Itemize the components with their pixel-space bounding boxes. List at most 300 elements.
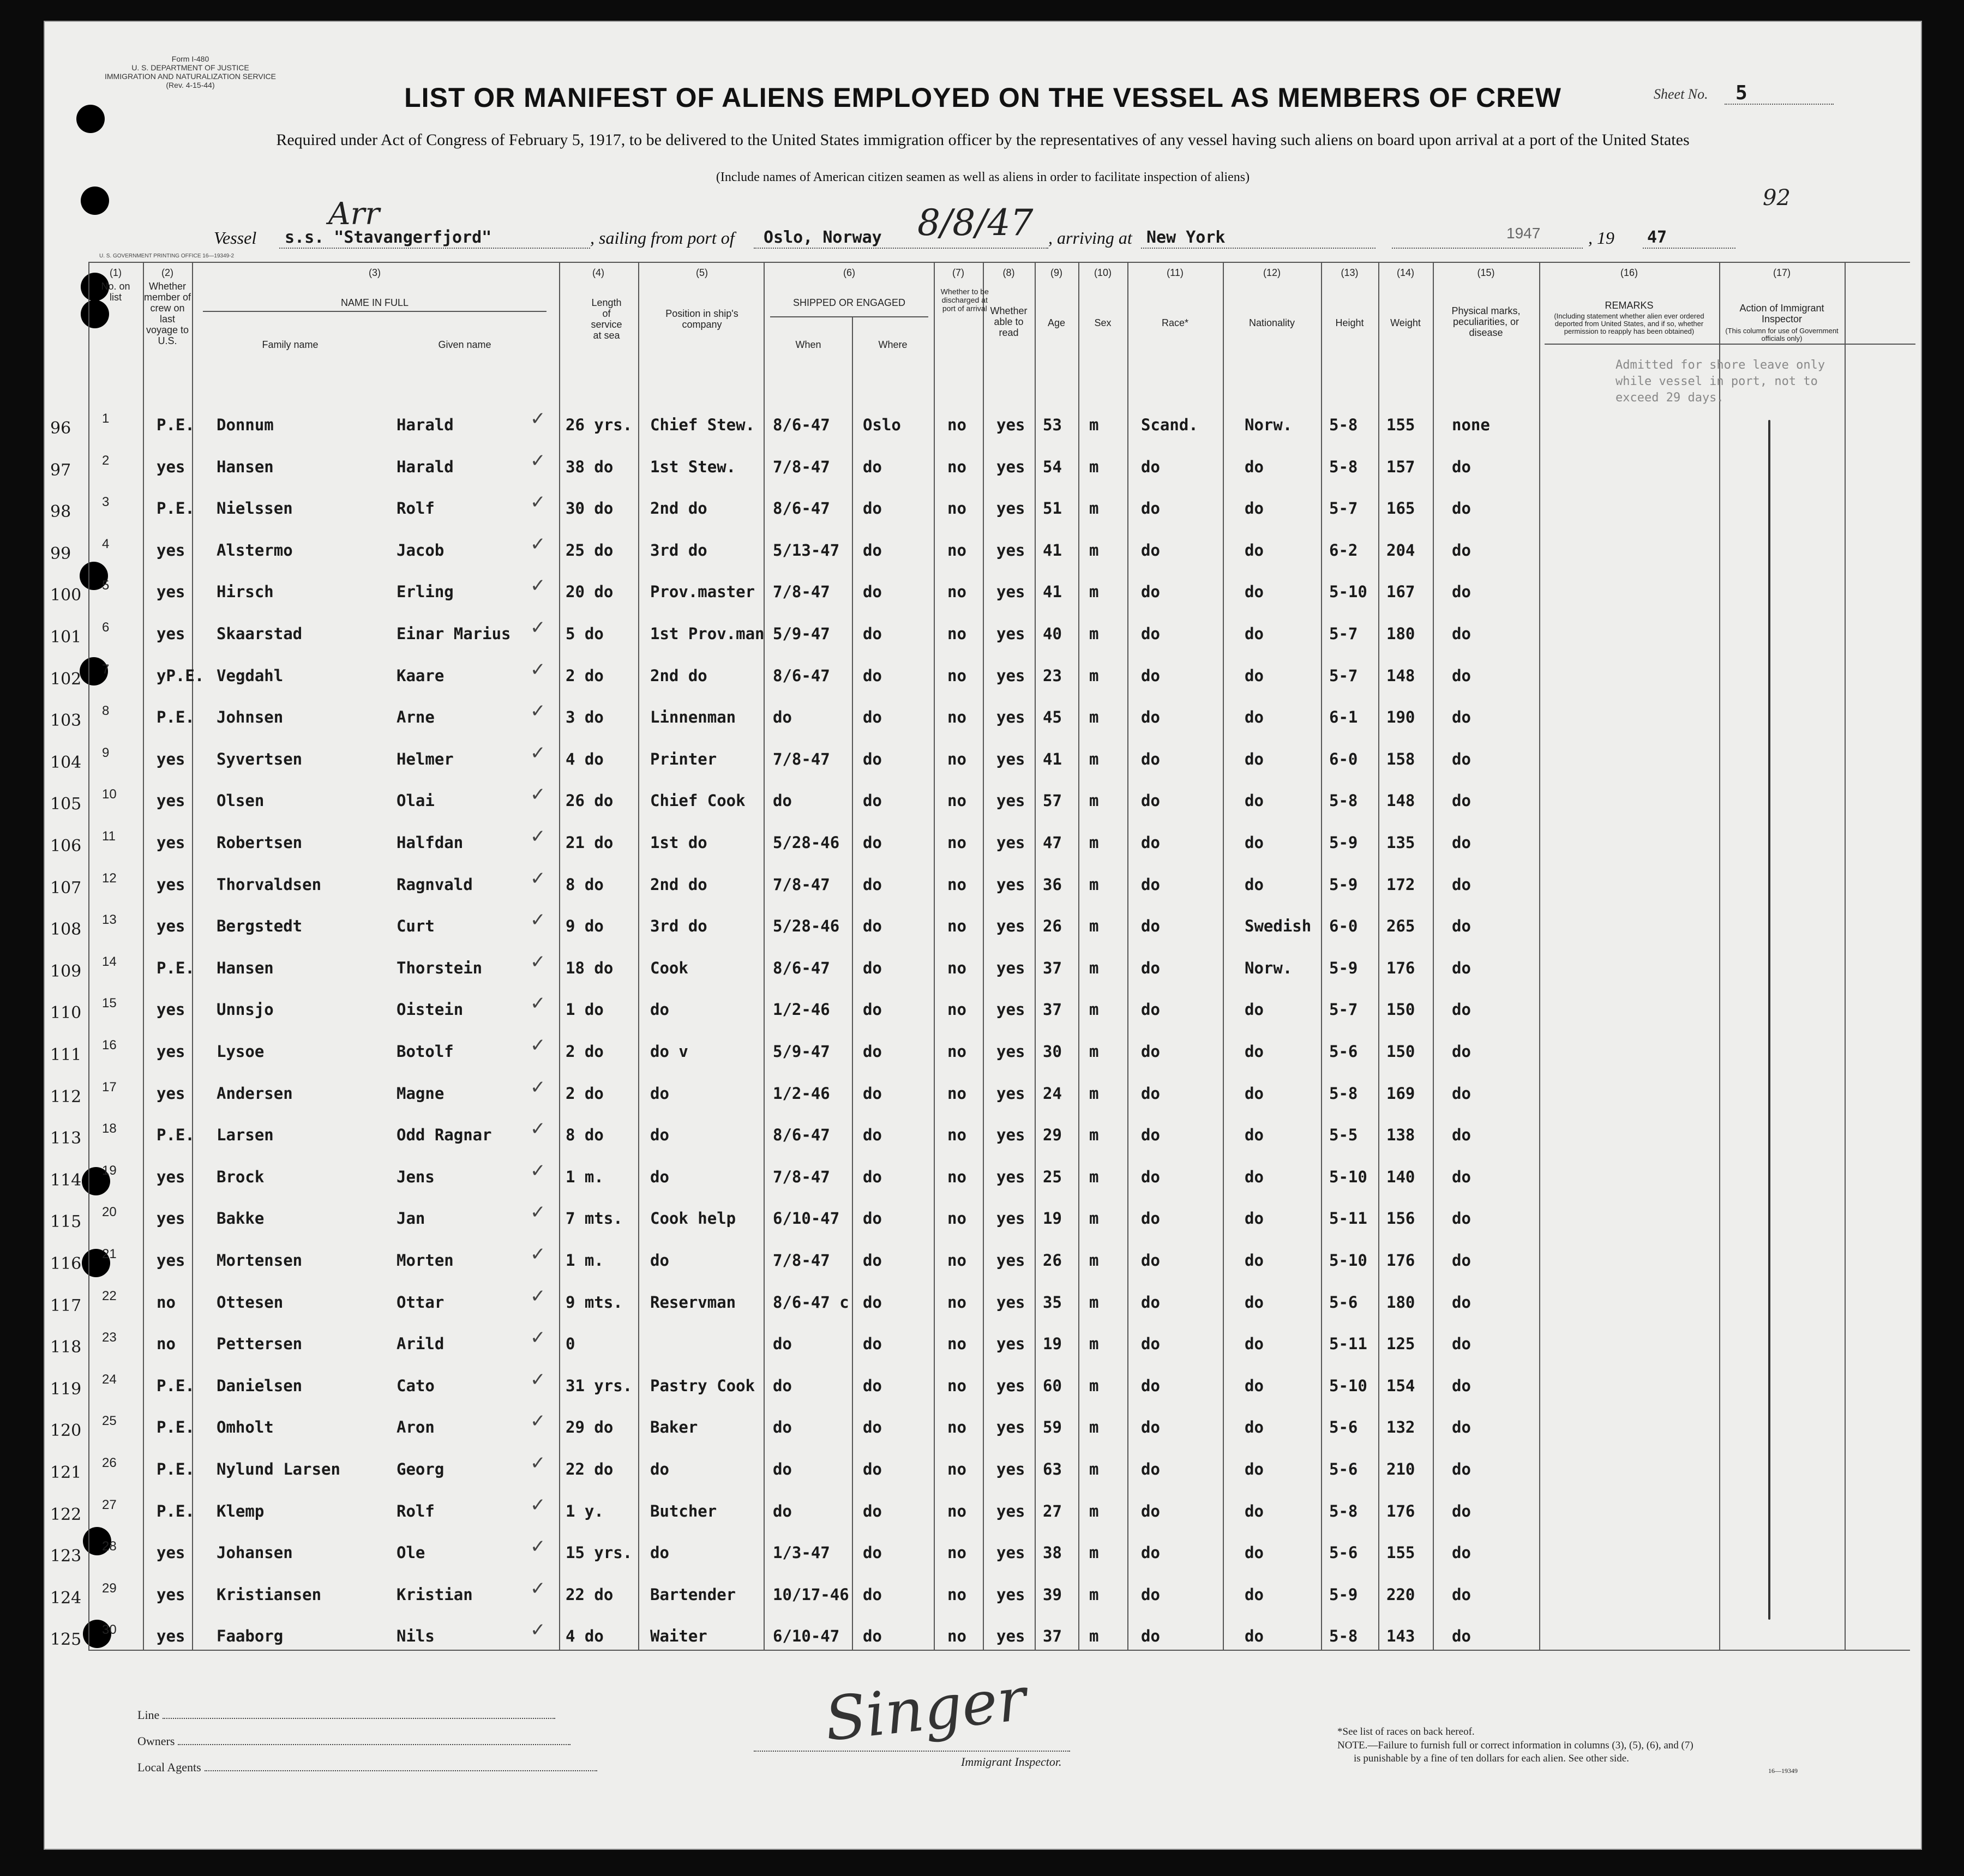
row-marks: do <box>1452 833 1471 852</box>
ledger-line-number: 111 <box>50 1045 82 1065</box>
row-family: Olsen <box>217 791 265 810</box>
row-read: yes <box>996 666 1025 685</box>
row-position: do <box>650 1084 669 1103</box>
row-disch: no <box>947 1418 966 1436</box>
row-race: do <box>1141 1251 1160 1270</box>
check-mark-icon: ✓ <box>530 1243 546 1265</box>
row-age: 29 <box>1043 1126 1062 1144</box>
row-given: Jan <box>397 1209 425 1228</box>
row-marks: do <box>1452 1293 1471 1312</box>
ledger-line-number: 99 <box>50 544 71 563</box>
row-nat: do <box>1245 458 1264 476</box>
row-age: 40 <box>1043 624 1062 643</box>
row-where: do <box>863 1168 882 1186</box>
row-race: do <box>1141 1209 1160 1228</box>
row-weight: 165 <box>1386 499 1415 518</box>
row-disch: no <box>947 1000 966 1019</box>
row-no: 30 <box>102 1622 117 1637</box>
row-nat: do <box>1245 750 1264 768</box>
remark-line: Admitted for shore leave only <box>1615 358 1825 372</box>
row-where: do <box>863 1502 882 1520</box>
row-family: Hansen <box>217 458 274 476</box>
row-when: do <box>773 708 792 726</box>
row-height: 5-6 <box>1329 1042 1358 1061</box>
row-where: do <box>863 458 882 476</box>
row-member: yes <box>157 624 185 643</box>
row-height: 5-7 <box>1329 1000 1358 1019</box>
row-read: yes <box>996 917 1025 935</box>
col-17-subheader: (This column for use of Government officials only) <box>1725 327 1839 342</box>
row-given: Arild <box>397 1334 445 1353</box>
row-sex: m <box>1089 917 1099 935</box>
row-position: do <box>650 1126 669 1144</box>
row-nat: do <box>1245 499 1264 518</box>
row-position: 1st do <box>650 833 707 852</box>
check-mark-icon: ✓ <box>530 659 546 681</box>
row-given: Harald <box>397 458 454 476</box>
check-mark-icon: ✓ <box>530 491 546 513</box>
check-mark-icon: ✓ <box>530 1578 546 1600</box>
row-age: 51 <box>1043 499 1062 518</box>
row-age: 23 <box>1043 666 1062 685</box>
row-age: 41 <box>1043 750 1062 768</box>
row-sex: m <box>1089 1376 1099 1395</box>
row-marks: do <box>1452 1460 1471 1478</box>
col-16-header: REMARKS <box>1605 300 1654 311</box>
row-race: do <box>1141 1334 1160 1353</box>
row-position: Prov.master <box>650 582 755 601</box>
row-service: 18 do <box>566 959 614 977</box>
check-mark-icon: ✓ <box>530 1327 546 1349</box>
check-mark-icon: ✓ <box>530 1118 546 1140</box>
row-where: do <box>863 1251 882 1270</box>
row-where: do <box>863 959 882 977</box>
row-age: 63 <box>1043 1460 1062 1478</box>
row-given: Ragnvald <box>397 875 473 894</box>
form-number: Form I-480 <box>171 55 209 63</box>
row-height: 5-8 <box>1329 1627 1358 1645</box>
row-age: 26 <box>1043 917 1062 935</box>
row-age: 36 <box>1043 875 1062 894</box>
row-where: do <box>863 1376 882 1395</box>
row-sex: m <box>1089 1251 1099 1270</box>
row-no: 18 <box>102 1121 117 1136</box>
arriving-label: , arriving at <box>1048 228 1132 248</box>
row-nat: do <box>1245 833 1264 852</box>
row-service: 2 do <box>566 666 604 685</box>
row-when: 7/8-47 <box>773 875 830 894</box>
row-disch: no <box>947 791 966 810</box>
row-age: 19 <box>1043 1209 1062 1228</box>
row-position: do <box>650 1543 669 1562</box>
row-height: 5-8 <box>1329 458 1358 476</box>
row-position: Cook <box>650 959 688 977</box>
row-no: 28 <box>102 1539 117 1554</box>
penalty-note: NOTE.—Failure to furnish full or correct information in columns (3), (5), (6), and (7) <box>1337 1740 1693 1751</box>
row-given: Jens <box>397 1168 435 1186</box>
agents-label: Local Agents <box>137 1760 201 1774</box>
check-mark-icon: ✓ <box>530 450 546 472</box>
row-member: yes <box>157 582 185 601</box>
row-position: Reservman <box>650 1293 736 1312</box>
row-position: Butcher <box>650 1502 717 1520</box>
row-when: 6/10-47 <box>773 1627 840 1645</box>
row-member: yes <box>157 750 185 768</box>
check-mark-icon: ✓ <box>530 1201 546 1223</box>
row-weight: 157 <box>1386 458 1415 476</box>
col-7-number: (7) <box>952 267 964 278</box>
check-mark-icon: ✓ <box>530 993 546 1014</box>
row-no: 29 <box>102 1581 117 1596</box>
row-sex: m <box>1089 582 1099 601</box>
ledger-line-number: 115 <box>50 1212 82 1231</box>
row-position: Cook help <box>650 1209 736 1228</box>
row-read: yes <box>996 959 1025 977</box>
row-marks: do <box>1452 791 1471 810</box>
row-position: Linnenman <box>650 708 736 726</box>
row-race: do <box>1141 582 1160 601</box>
row-when: 8/6-47 c <box>773 1293 849 1312</box>
printing-office-code: U. S. GOVERNMENT PRINTING OFFICE 16—19349-2 <box>99 253 235 259</box>
row-given: Kaare <box>397 666 445 685</box>
col-5-header: Position in ship's company <box>665 308 738 330</box>
col-13-number: (13) <box>1341 267 1359 278</box>
check-mark-icon: ✓ <box>530 951 546 973</box>
row-nat: do <box>1245 1543 1264 1562</box>
row-family: Unnsjo <box>217 1000 274 1019</box>
row-weight: 180 <box>1386 624 1415 643</box>
ledger-line-number: 122 <box>50 1505 82 1524</box>
row-family: Johnsen <box>217 708 284 726</box>
check-mark-icon: ✓ <box>530 700 546 722</box>
row-sex: m <box>1089 666 1099 685</box>
row-marks: do <box>1452 875 1471 894</box>
row-read: yes <box>996 541 1025 560</box>
row-disch: no <box>947 1293 966 1312</box>
row-weight: 150 <box>1386 1000 1415 1019</box>
col-1-header: No. on list <box>101 281 130 303</box>
ledger-line-number: 109 <box>50 962 82 981</box>
col-14-header: Weight <box>1390 317 1421 328</box>
row-family: Danielsen <box>217 1376 303 1395</box>
row-read: yes <box>996 1042 1025 1061</box>
row-position: Waiter <box>650 1627 707 1645</box>
row-where: do <box>863 791 882 810</box>
col-9-number: (9) <box>1050 267 1062 278</box>
ledger-line-number: 121 <box>50 1463 82 1482</box>
row-height: 5-8 <box>1329 791 1358 810</box>
row-position: do <box>650 1000 669 1019</box>
shipped-when-header: When <box>795 339 821 350</box>
row-height: 6-1 <box>1329 708 1358 726</box>
row-height: 5-11 <box>1329 1209 1367 1228</box>
row-disch: no <box>947 582 966 601</box>
row-disch: no <box>947 1084 966 1103</box>
ledger-line-number: 101 <box>50 628 82 647</box>
service-name: IMMIGRATION AND NATURALIZATION SERVICE <box>105 72 276 81</box>
row-disch: no <box>947 1627 966 1645</box>
row-member: yes <box>157 1251 185 1270</box>
row-disch: no <box>947 1126 966 1144</box>
ledger-line-number: 98 <box>50 502 71 521</box>
row-marks: do <box>1452 1168 1471 1186</box>
row-sex: m <box>1089 458 1099 476</box>
check-mark-icon: ✓ <box>530 742 546 764</box>
row-marks: do <box>1452 1084 1471 1103</box>
row-no: 13 <box>102 912 117 927</box>
row-weight: 156 <box>1386 1209 1415 1228</box>
manifest-sheet <box>45 22 1921 1849</box>
row-age: 60 <box>1043 1376 1062 1395</box>
ledger-line-number: 117 <box>50 1296 82 1315</box>
row-marks: do <box>1452 750 1471 768</box>
row-family: Hansen <box>217 959 274 977</box>
row-marks: do <box>1452 917 1471 935</box>
ledger-line-number: 103 <box>50 711 82 730</box>
row-age: 30 <box>1043 1042 1062 1061</box>
row-member: P.E. <box>157 416 195 434</box>
row-marks: do <box>1452 666 1471 685</box>
row-family: Faaborg <box>217 1627 284 1645</box>
row-height: 5-10 <box>1329 582 1367 601</box>
row-no: 3 <box>102 495 110 509</box>
row-no: 17 <box>102 1080 117 1095</box>
row-height: 5-7 <box>1329 666 1358 685</box>
row-height: 6-0 <box>1329 750 1358 768</box>
ledger-line-number: 125 <box>50 1630 82 1649</box>
row-when: 8/6-47 <box>773 959 830 977</box>
row-read: yes <box>996 1627 1025 1645</box>
ledger-line-number: 114 <box>50 1171 82 1190</box>
row-disch: no <box>947 750 966 768</box>
row-family: Donnum <box>217 416 274 434</box>
row-disch: no <box>947 1042 966 1061</box>
row-given: Einar Marius <box>397 624 511 643</box>
row-no: 22 <box>102 1289 117 1303</box>
row-race: do <box>1141 1585 1160 1604</box>
row-family: Syvertsen <box>217 750 303 768</box>
row-position: 2nd do <box>650 875 707 894</box>
col-2-header: Whether member of crew on last voyage to U.S. <box>143 281 191 346</box>
ledger-line-number: 112 <box>50 1087 82 1107</box>
row-service: 38 do <box>566 458 614 476</box>
row-position: Bartender <box>650 1585 736 1604</box>
line-field <box>137 1708 555 1722</box>
row-given: Rolf <box>397 1502 435 1520</box>
row-where: do <box>863 1209 882 1228</box>
row-weight: 265 <box>1386 917 1415 935</box>
row-marks: none <box>1452 416 1490 434</box>
row-height: 5-9 <box>1329 833 1358 852</box>
row-disch: no <box>947 1376 966 1395</box>
row-given: Aron <box>397 1418 435 1436</box>
row-read: yes <box>996 1585 1025 1604</box>
row-family: Skaarstad <box>217 624 303 643</box>
row-sex: m <box>1089 1627 1099 1645</box>
row-member: P.E. <box>157 1126 195 1144</box>
row-no: 23 <box>102 1330 117 1345</box>
row-service: 30 do <box>566 499 614 518</box>
row-no: 25 <box>102 1414 117 1428</box>
handwritten-arrival-note: Arr <box>328 196 380 232</box>
row-height: 6-0 <box>1329 917 1358 935</box>
row-nat: do <box>1245 1168 1264 1186</box>
row-read: yes <box>996 582 1025 601</box>
col-4-header: Length of service at sea <box>591 297 622 341</box>
row-family: Omholt <box>217 1418 274 1436</box>
row-read: yes <box>996 833 1025 852</box>
family-name-header: Family name <box>262 339 319 350</box>
row-when: 5/28-46 <box>773 833 840 852</box>
row-service: 5 do <box>566 624 604 643</box>
row-weight: 176 <box>1386 1251 1415 1270</box>
check-mark-icon: ✓ <box>530 533 546 555</box>
departure-port: Oslo, Norway <box>764 228 882 247</box>
remark-line: while vessel in port, not to <box>1615 375 1818 388</box>
row-member: P.E. <box>157 499 195 518</box>
col-10-header: Sex <box>1094 317 1112 328</box>
row-given: Olai <box>397 791 435 810</box>
row-sex: m <box>1089 833 1099 852</box>
row-given: Harald <box>397 416 454 434</box>
row-sex: m <box>1089 1209 1099 1228</box>
row-height: 5-10 <box>1329 1168 1367 1186</box>
row-member: yes <box>157 1627 185 1645</box>
row-race: do <box>1141 1460 1160 1478</box>
inspector-label: Immigrant Inspector. <box>961 1755 1062 1769</box>
row-where: do <box>863 750 882 768</box>
col-11-header: Race* <box>1161 317 1189 328</box>
row-weight: 210 <box>1386 1460 1415 1478</box>
owners-label: Owners <box>137 1734 175 1748</box>
row-height: 5-11 <box>1329 1334 1367 1353</box>
ledger-line-number: 102 <box>50 670 82 689</box>
row-no: 26 <box>102 1456 117 1470</box>
row-service: 8 do <box>566 1126 604 1144</box>
row-no: 9 <box>102 745 110 760</box>
row-member: P.E. <box>157 959 195 977</box>
row-no: 7 <box>102 662 110 677</box>
row-height: 5-8 <box>1329 1502 1358 1520</box>
row-member: P.E. <box>157 1376 195 1395</box>
row-marks: do <box>1452 499 1471 518</box>
row-race: do <box>1141 499 1160 518</box>
row-family: Alstermo <box>217 541 293 560</box>
col-3-header: NAME IN FULL <box>340 297 409 308</box>
row-nat: do <box>1245 1502 1264 1520</box>
row-marks: do <box>1452 1418 1471 1436</box>
vessel-name: s.s. "Stavangerfjord" <box>285 228 492 247</box>
row-service: 25 do <box>566 541 614 560</box>
row-read: yes <box>996 499 1025 518</box>
row-disch: no <box>947 917 966 935</box>
row-read: yes <box>996 1209 1025 1228</box>
row-read: yes <box>996 1084 1025 1103</box>
row-disch: no <box>947 708 966 726</box>
row-family: Brock <box>217 1168 265 1186</box>
check-mark-icon: ✓ <box>530 784 546 805</box>
row-when: 7/8-47 <box>773 582 830 601</box>
row-no: 12 <box>102 871 117 886</box>
check-mark-icon: ✓ <box>530 1619 546 1641</box>
col-6-number: (6) <box>843 267 855 278</box>
row-marks: do <box>1452 624 1471 643</box>
row-weight: 220 <box>1386 1585 1415 1604</box>
row-when: 7/8-47 <box>773 750 830 768</box>
row-race: do <box>1141 1502 1160 1520</box>
row-disch: no <box>947 1585 966 1604</box>
ledger-line-number: 120 <box>50 1421 82 1440</box>
include-note: (Include names of American citizen seamen as well as aliens in order to facilitate inspection of aliens) <box>716 170 1250 184</box>
row-disch: no <box>947 1209 966 1228</box>
row-weight: 176 <box>1386 959 1415 977</box>
col-15-number: (15) <box>1477 267 1495 278</box>
handwritten-date: 8/8/47 <box>917 202 1034 244</box>
row-member: P.E. <box>157 1418 195 1436</box>
col-11-number: (11) <box>1167 267 1184 278</box>
row-sex: m <box>1089 1334 1099 1353</box>
row-weight: 138 <box>1386 1126 1415 1144</box>
row-weight: 125 <box>1386 1334 1415 1353</box>
row-marks: do <box>1452 1376 1471 1395</box>
row-sex: m <box>1089 499 1099 518</box>
row-marks: do <box>1452 1502 1471 1520</box>
row-member: yes <box>157 875 185 894</box>
row-weight: 132 <box>1386 1418 1415 1436</box>
check-mark-icon: ✓ <box>530 1452 546 1474</box>
row-member: P.E. <box>157 1460 195 1478</box>
row-no: 10 <box>102 787 117 802</box>
col-1-number: (1) <box>110 267 122 278</box>
sheet-number: 5 <box>1735 82 1747 104</box>
row-marks: do <box>1452 1126 1471 1144</box>
row-weight: 150 <box>1386 1042 1415 1061</box>
row-age: 26 <box>1043 1251 1062 1270</box>
row-age: 53 <box>1043 416 1062 434</box>
row-position: Printer <box>650 750 717 768</box>
row-height: 5-10 <box>1329 1376 1367 1395</box>
row-age: 37 <box>1043 1000 1062 1019</box>
row-where: do <box>863 875 882 894</box>
row-when: 8/6-47 <box>773 499 830 518</box>
row-given: Thorstein <box>397 959 483 977</box>
row-no: 15 <box>102 996 117 1011</box>
row-no: 11 <box>102 829 116 844</box>
row-nat: Norw. <box>1245 959 1293 977</box>
row-race: do <box>1141 1543 1160 1562</box>
row-member: yes <box>157 1209 185 1228</box>
check-mark-icon: ✓ <box>530 1077 546 1098</box>
row-family: Johansen <box>217 1543 293 1562</box>
row-age: 57 <box>1043 791 1062 810</box>
row-sex: m <box>1089 1502 1099 1520</box>
ledger-line-number: 110 <box>50 1003 82 1023</box>
row-age: 25 <box>1043 1168 1062 1186</box>
row-service: 4 do <box>566 1627 604 1645</box>
row-member: yes <box>157 458 185 476</box>
row-given: Ole <box>397 1543 425 1562</box>
row-height: 6-2 <box>1329 541 1358 560</box>
row-where: Oslo <box>863 416 901 434</box>
row-sex: m <box>1089 1543 1099 1562</box>
row-given: Magne <box>397 1084 445 1103</box>
row-service: 31 yrs. <box>566 1376 633 1395</box>
row-when: 5/9-47 <box>773 1042 830 1061</box>
row-nat: Swedish <box>1245 917 1312 935</box>
row-height: 5-9 <box>1329 959 1358 977</box>
row-when: 6/10-47 <box>773 1209 840 1228</box>
row-disch: no <box>947 1460 966 1478</box>
